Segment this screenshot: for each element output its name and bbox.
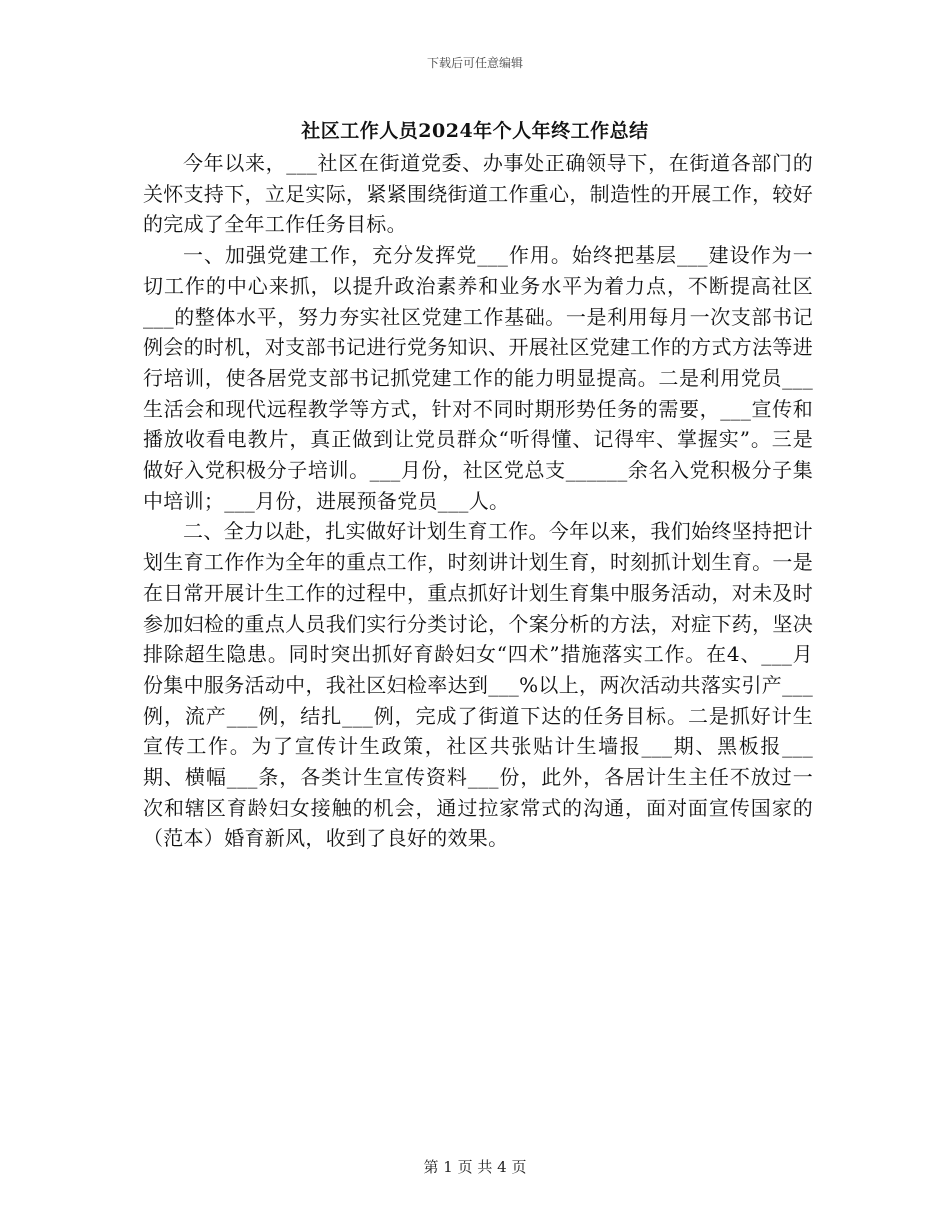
header-note: 下载后可任意编辑 [426, 56, 523, 70]
document-title: 社区工作人员2024年个人年终工作总结 [301, 120, 649, 142]
paragraph-family-planning: 二、全力以赴，扎实做好计划生育工作。今年以来，我们始终坚持把计划生育工作作为全年的重点工作，时刻讲计划生育，时刻抓计划生育。一是在日常开展计生工作的过程中，重点抓好计划生育集中服务活动，对未及时参加妇检的重点人员我们实行分类讨论，个案分析的方法，对症下药，坚决排除超生隐患。同时突出抓好育龄妇女“四术”措施落实工作。在4、___月份集中服务活动中，我社区妇检率达到___%以上，两次活动共落实引产___例，流产___例，结扎___例，完成了街道下达的任务目标。二是抓好计生宣传工作。为了宣传计生政策，社区共张贴计生墙报___期、黑板报___期、横幅___条，各类计生宣传资料___份，此外，各居计生主任不放过一次和辖区育龄妇女接触的机会，通过拉家常式的沟通，面对面宣传国家的（范本）婚育新风，收到了良好的效果。 [143, 519, 813, 851]
page-number-footer: 第 1 页 共 4 页 [423, 1158, 527, 1176]
paragraph-intro: 今年以来，___社区在街道党委、办事处正确领导下，在街道各部门的关怀支持下，立足实际，紧紧围绕街道工作重心，制造性的开展工作，较好的完成了全年工作任务目标。 [143, 151, 813, 237]
paragraph-party-building: 一、加强党建工作，充分发挥党___作用。始终把基层___建设作为一切工作的中心来抓，以提升政治素养和业务水平为着力点，不断提高社区___的整体水平，努力夯实社区党建工作基础。一是利用每月一次支部书记例会的时机，对支部书记进行党务知识、开展社区党建工作的方式方法等进行培训，使各居党支部书记抓党建工作的能力明显提高。二是利用党员___生活会和现代远程教学等方式，针对不同时期形势任务的需要，___宣传和播放收看电教片，真正做到让党员群众“听得懂、记得牢、掌握实”。三是做好入党积极分子培训。___月份，社区党总支______余名入党积极分子集中培训；___月份，进展预备党员___人。 [143, 243, 813, 513]
document-body [143, 148, 813, 854]
